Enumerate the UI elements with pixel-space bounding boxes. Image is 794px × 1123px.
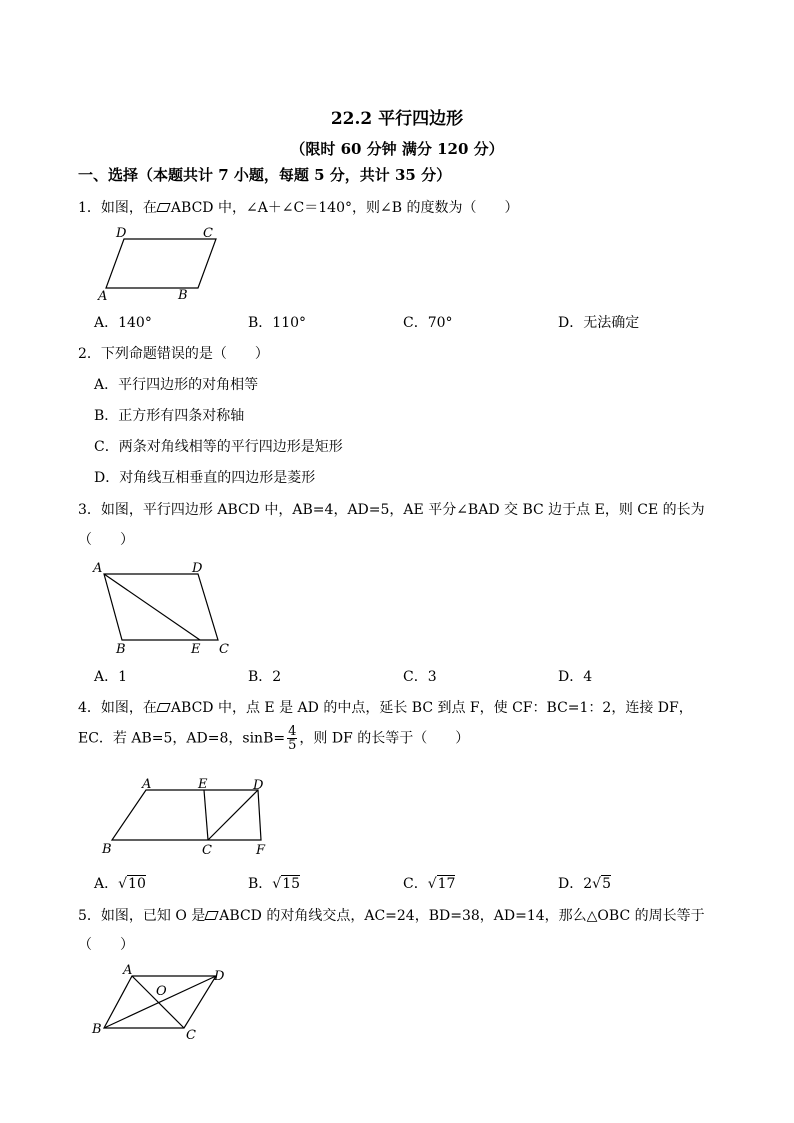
q4-option-d: D．2√5 — [558, 876, 611, 892]
q2-option-b: B．正方形有四条对称轴 — [94, 408, 245, 424]
q3-option-d: D．4 — [558, 669, 593, 685]
q5-figure — [88, 962, 238, 1042]
q4-line2-part-b: ，则 DF 的长等于（ ） — [299, 730, 470, 747]
q4-quadrilateral — [112, 790, 261, 840]
radicand: 17 — [437, 876, 456, 892]
q5-label-b: B — [92, 1022, 102, 1037]
q4-label-b: B — [102, 842, 112, 857]
q1-option-d: D．无法确定 — [558, 315, 640, 331]
q5-label-o: O — [156, 984, 167, 999]
q4-line-ec — [204, 790, 208, 840]
question-4-stem-line1 — [78, 697, 693, 717]
section-heading: 一、选择（本题共计 7 小题，每题 5 分，共计 35 分） — [78, 166, 452, 184]
parallelogram-icon — [205, 911, 219, 920]
coefficient: 2 — [583, 876, 593, 892]
radicand: 15 — [282, 876, 301, 892]
q4-option-c: C．√17 — [403, 876, 456, 892]
q4-line-dc — [208, 790, 258, 840]
fraction-numerator: 4 — [288, 724, 297, 739]
q1-stem-part-b: ABCD 中，∠A＋∠C＝140°，则∠B 的度数为（ ） — [170, 200, 519, 216]
q1-label-b: B — [178, 288, 188, 303]
parallelogram-icon — [156, 203, 170, 212]
q2-option-a: A．平行四边形的对角相等 — [94, 377, 259, 393]
parallelogram-icon — [156, 703, 170, 712]
fraction-denominator: 5 — [288, 738, 297, 753]
q3-label-b: B — [116, 642, 126, 656]
q3-label-a: A — [93, 561, 103, 576]
q5-label-c: C — [186, 1028, 196, 1042]
q3-label-c: C — [219, 642, 229, 656]
option-prefix: D． — [558, 876, 584, 892]
page-title: 22.2 平行四边形 — [330, 109, 464, 129]
q2-option-d: D．对角线互相垂直的四边形是菱形 — [94, 470, 316, 486]
q5-line1-part-b: ABCD 的对角线交点，AC=24，BD=38，AD=14，那么△OBC 的周长等于 — [219, 908, 705, 924]
q4-option-a: A．√10 — [94, 876, 146, 892]
radicand: 5 — [602, 876, 611, 892]
q1-stem-part-a: 1．如图，在 — [78, 200, 157, 216]
q4-label-f: F — [256, 843, 266, 858]
q4-figure — [96, 774, 276, 858]
q4-option-b: B．√15 — [248, 876, 301, 892]
question-1-stem — [78, 197, 518, 217]
question-5-stem-line2: （ ） — [78, 937, 134, 953]
q2-option-c: C．两条对角线相等的平行四边形是矩形 — [94, 439, 343, 455]
option-prefix: B． — [248, 876, 273, 892]
q4-label-c: C — [202, 843, 212, 858]
option-prefix: A． — [94, 876, 119, 892]
q5-line1-part-a: 5．如图，已知 O 是 — [78, 908, 206, 924]
radicand: 10 — [128, 876, 146, 892]
question-5-stem-line1 — [78, 905, 705, 925]
q5-label-a: A — [123, 963, 133, 978]
q3-option-b: B．2 — [248, 669, 282, 685]
q3-parallelogram — [104, 574, 218, 640]
q4-label-d: D — [253, 778, 264, 793]
q1-parallelogram — [106, 239, 216, 288]
question-2-stem: 2．下列命题错误的是（ ） — [78, 346, 269, 362]
fraction-four-fifths — [287, 725, 297, 752]
q3-option-c: C．3 — [403, 669, 437, 685]
page-subtitle: （限时 60 分钟 满分 120 分） — [290, 140, 504, 158]
q1-option-a: A．140° — [94, 315, 152, 331]
q3-figure — [88, 558, 238, 656]
q4-line1-part-b: ABCD 中，点 E 是 AD 的中点，延长 BC 到点 F，使 CF：BC=1：2，连接 DF， — [170, 700, 693, 716]
question-3-stem-line1: 3．如图，平行四边形 ABCD 中，AB=4，AD=5，AE 平分∠BAD 交 BC 边于点 E，则 CE 的长为 — [78, 502, 705, 518]
q4-line1-part-a: 4．如图，在 — [78, 700, 157, 716]
option-prefix: C． — [403, 876, 428, 892]
q1-figure — [90, 222, 230, 304]
q1-option-b: B．110° — [248, 315, 307, 331]
q4-label-a: A — [142, 777, 152, 792]
q1-label-a: A — [98, 289, 108, 304]
question-3-stem-line2: （ ） — [78, 532, 134, 548]
q4-line2-part-a: EC．若 AB=5，AD=8，sinB= — [78, 730, 286, 747]
q4-label-e: E — [198, 777, 208, 792]
q1-label-c: C — [203, 226, 213, 241]
q5-label-d: D — [214, 969, 225, 984]
q3-label-d: D — [192, 561, 203, 576]
q3-label-e: E — [191, 642, 201, 656]
question-4-stem-line2 — [78, 725, 469, 752]
q3-line-ae — [104, 574, 200, 640]
q3-option-a: A．1 — [94, 669, 128, 685]
q1-label-d: D — [116, 226, 127, 241]
q1-option-c: C．70° — [403, 315, 453, 331]
